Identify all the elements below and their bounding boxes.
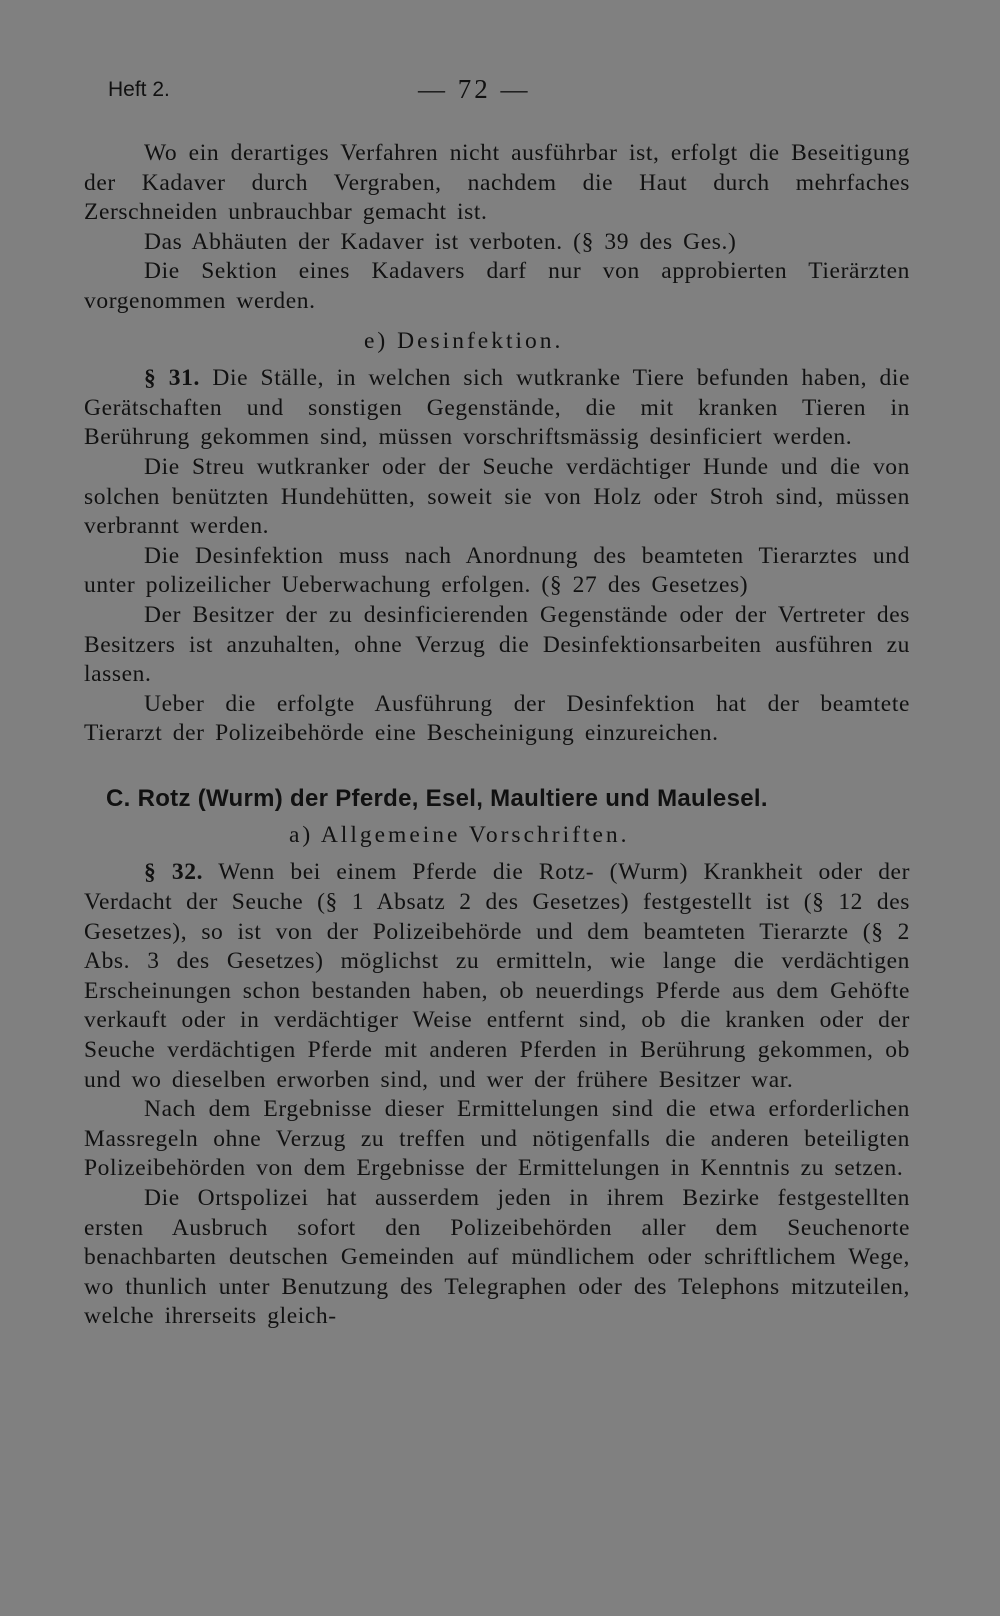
paragraph: Die Streu wutkranker oder der Seuche verdächtiger Hunde und die von solchen benützten Hundehütten, soweit sie von Holz oder Stroh sind, müssen verbrannt werden. bbox=[84, 453, 910, 540]
section-mark: § 32. bbox=[144, 859, 204, 886]
paragraph-section-32 bbox=[84, 858, 910, 1095]
issue-label: Heft 2. bbox=[108, 78, 170, 101]
paragraph: Die Desinfektion muss nach Anordnung des beamteten Tierarztes und unter polizeilicher Ueberwachung erfolgen. (§ 27 des Gesetzes) bbox=[84, 542, 910, 599]
section-mark: § 31. bbox=[144, 365, 200, 392]
section-heading-rotz: C. Rotz (Wurm) der Pferde, Esel, Maultiere und Maulesel. bbox=[106, 784, 768, 812]
paragraph: Ueber die erfolgte Ausführung der Desinfektion hat der beamtete Tierarzt der Polizeibehörde eine Bescheinigung einzureichen. bbox=[84, 690, 910, 747]
paragraph: Der Besitzer der zu desinficierenden Gegenstände oder der Vertreter des Besitzers ist anzuhalten, ohne Verzug die Desinfektionsarbeiten ausführen zu lassen. bbox=[84, 601, 910, 688]
page-number: — 72 — bbox=[418, 74, 531, 104]
paragraph: Nach dem Ergebnisse dieser Ermittelungen sind die etwa erforderlichen Massregeln ohne Verzug zu treffen und nötigenfalls die anderen beteiligten Polizeibehörden von dem Ergebnisse der Ermittelungen in Kenntnis zu setzen. bbox=[84, 1096, 910, 1182]
paragraph: Wo ein derartiges Verfahren nicht ausführbar ist, erfolgt die Beseitigung der Kadaver durch Vergraben, nachdem die Haut durch mehrfaches Zerschneiden unbrauchbar gemacht ist. bbox=[84, 140, 910, 226]
subsection-heading-allgemeine: a) Allgemeine Vorschriften. bbox=[289, 821, 630, 848]
paragraph: Die Ortspolizei hat ausserdem jeden in ihrem Bezirke festgestellten ersten Ausbruch sofort den Polizeibehörden aller dem Seuchenorte benachbarten deutschen Gemeinden auf mündlichem oder schriftlichem Wege, wo thunlich unter Benutzung des Telegraphen oder des Telephons mitzuteilen, welche ihrerseits gleich- bbox=[84, 1185, 910, 1330]
paragraph: Das Abhäuten der Kadaver ist verboten. (§ 39 des Ges.) bbox=[144, 228, 737, 255]
paragraph-text: Die Ställe, in welchen sich wutkranke Tiere befunden haben, die Gerätschaften und sonstigen Gegenstände, die mit kranken Tieren in Berührung gekommen sind, müssen vorschriftsmässig desinficiert werden. bbox=[84, 365, 911, 451]
paragraph-text: Wenn bei einem Pferde die Rotz- (Wurm) Krankheit oder der Verdacht der Seuche (§ 1 Absatz 2 des Gesetzes) festgestellt ist (§ 12 des Gesetzes), so ist von der Polizeibehörde und dem beamteten Tierarzte (§ 2 Abs. 3 des Gesetzes) möglichst zu ermitteln, wie lange die verdächtigen Erscheinungen schon bestanden haben, ob neuerdings Pferde aus dem Gehöfte verkauft oder in verdächtiger Weise entfernt sind, ob die kranken oder der Seuche verdächtigen Pferde mit anderen Pferden in Berührung gekommen, ob und wo dieselben erworben sind, und wer der frühere Besitzer war. bbox=[84, 859, 910, 1093]
subsection-heading-desinfektion: e) Desinfektion. bbox=[364, 327, 564, 354]
paragraph-section-31 bbox=[84, 364, 910, 453]
paragraph: Die Sektion eines Kadavers darf nur von approbierten Tierärzten vorgenommen werden. bbox=[84, 258, 910, 314]
page-body bbox=[84, 139, 910, 1332]
page-header bbox=[108, 74, 928, 118]
